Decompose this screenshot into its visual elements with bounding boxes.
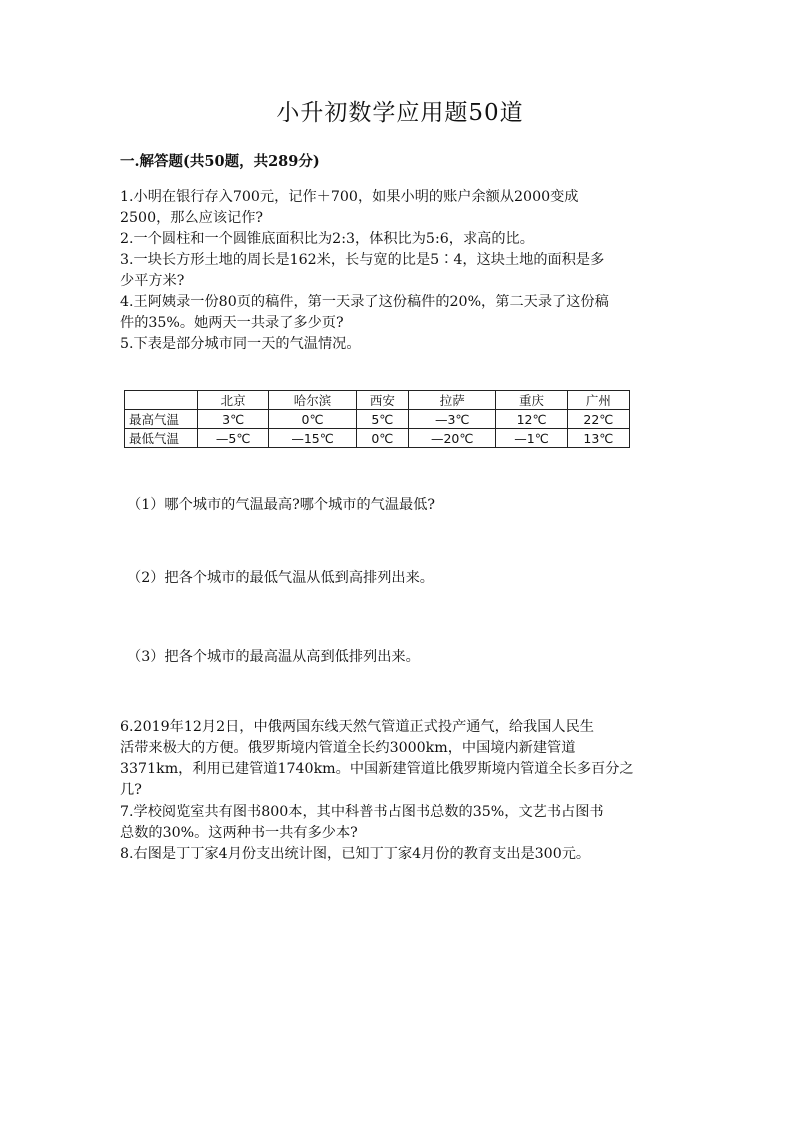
question-5: 5.下表是部分城市同一天的气温情况。 [120, 336, 361, 352]
table-cell: 3℃ [198, 410, 269, 429]
city-header: 哈尔滨 [269, 391, 356, 410]
table-cell: —3℃ [409, 410, 496, 429]
table-cell: 12℃ [496, 410, 567, 429]
question-8: 8.右图是丁丁家4月份支出统计图，已知丁丁家4月份的教育支出是300元。 [120, 846, 591, 862]
table-cell: 0℃ [269, 410, 356, 429]
sub-question-3: （3）把各个城市的最高温从高到低排列出来。 [127, 649, 420, 665]
question-7: 7.学校阅览室共有图书800本，其中科普书占图书总数的35%，文艺书占图书 总数的30%。这两种书一共有多少本? [120, 804, 604, 841]
table-cell: 5℃ [356, 410, 408, 429]
table-cell: 22℃ [567, 410, 629, 429]
table-corner-cell [125, 391, 198, 410]
question-1: 1.小明在银行存入700元，记作＋700，如果小明的账户余额从2000变成 2500，那么应该记作? [120, 189, 579, 226]
question-6: 6.2019年12月2日，中俄两国东线天然气管道正式投产通气，给我国人民生 活带来极大的方便。俄罗斯境内管道全长约3000km，中国境内新建管道 3371km，利用已建管道1740km。中国新建管道比俄罗斯境内管道全长多百分之 几? [120, 719, 634, 798]
table-cell: —20℃ [409, 429, 496, 448]
city-header: 北京 [198, 391, 269, 410]
section-heading: 一.解答题(共50题，共289分) [120, 153, 320, 170]
row-label: 最高气温 [125, 410, 198, 429]
city-header: 西安 [356, 391, 408, 410]
temperature-table [124, 390, 630, 448]
table-row [125, 429, 630, 448]
question-4: 4.王阿姨录一份80页的稿件，第一天录了这份稿件的20%，第二天录了这份稿 件的35%。她两天一共录了多少页? [120, 294, 609, 331]
table-cell: —1℃ [496, 429, 567, 448]
table-header-row [125, 391, 630, 410]
sub-question-1: （1）哪个城市的气温最高?哪个城市的气温最低? [127, 497, 435, 513]
question-2: 2.一个圆柱和一个圆锥底面积比为2:3，体积比为5:6，求高的比。 [120, 231, 534, 247]
city-header: 重庆 [496, 391, 567, 410]
table-row [125, 410, 630, 429]
table-cell: 13℃ [567, 429, 629, 448]
sub-question-2: （2）把各个城市的最低气温从低到高排列出来。 [127, 570, 434, 586]
question-3: 3.一块长方形土地的周长是162米，长与宽的比是5∶4，这块土地的面积是多 少平方米? [120, 252, 605, 289]
page-title: 小升初数学应用题50道 [276, 100, 524, 126]
row-label: 最低气温 [125, 429, 198, 448]
table-cell: —15℃ [269, 429, 356, 448]
city-header: 广州 [567, 391, 629, 410]
table-cell: 0℃ [356, 429, 408, 448]
city-header: 拉萨 [409, 391, 496, 410]
table-cell: —5℃ [198, 429, 269, 448]
